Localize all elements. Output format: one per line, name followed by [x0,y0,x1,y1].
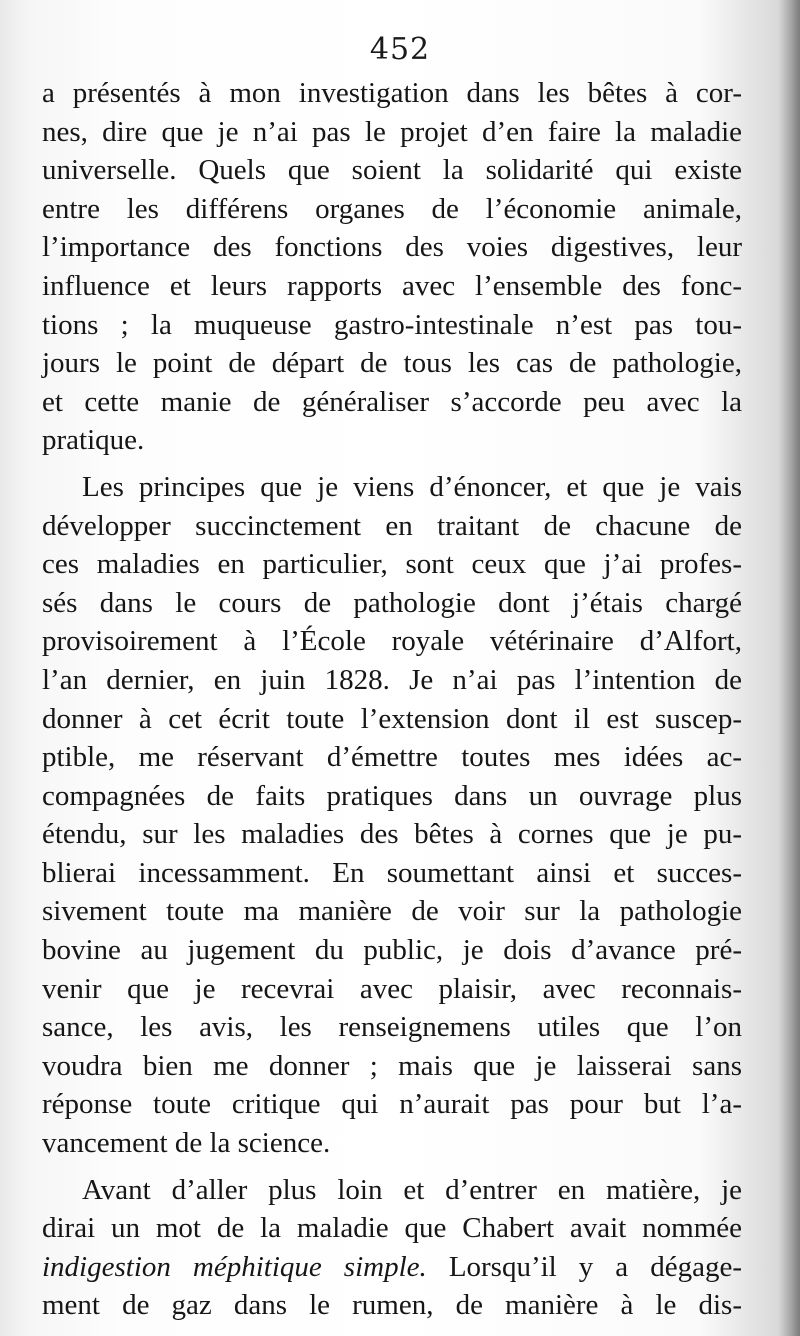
text-line: entre les différens organes de l’économie animale, [42,192,742,225]
text-line: jours le point de départ de tous les cas de pathologie, [42,347,742,380]
text-line: sance, les avis, les renseignemens utiles que l’on [42,1011,742,1044]
text-line: a présentés à mon investigation dans les bêtes à cor- [42,77,742,109]
text-line: donner à cet écrit toute l’extension dont il est suscep- [42,702,742,735]
text-line: Les principes que je viens d’énoncer, et que je vais [82,470,742,503]
text-line: pratique. [42,424,145,457]
text-line-mixed [42,1248,742,1287]
text-line: compagnées de faits pratiques dans un ouvrage plus [42,779,742,812]
text-line: tions ; la muqueuse gastro-intestinale n’est pas tou- [42,308,742,341]
text-line: développer succinctement en traitant de chacune de [42,509,742,542]
text-line: ptible, me réservant d’émettre toutes mes idées ac- [42,741,742,774]
text-line: venir que je recevrai avec plaisir, avec reconnais- [42,972,742,1005]
text-line: blierai incessamment. En soumettant ainsi et succes- [42,856,742,889]
text-line: Avant d’aller plus loin et d’entrer en matière, je [82,1173,742,1206]
text-line: ment de gaz dans le rumen, de manière à le dis- [42,1289,742,1322]
paragraph-gap [42,1163,742,1171]
text-run: Lorsqu’il y a dégage- [426,1250,742,1283]
text-line: voudra bien me donner ; mais que je laisserai sans [42,1049,742,1082]
text-line: l’an dernier, en juin 1828. Je n’ai pas l’intention de [42,663,742,696]
italic-term: indigestion méphitique simple. [42,1250,427,1283]
text-line: vancement de la science. [42,1127,331,1160]
text-line: réponse toute critique qui n’aurait pas pour but l’a- [42,1088,742,1121]
text-line: nes, dire que je n’ai pas le projet d’en faire la maladie [42,115,742,148]
text-line: bovine au jugement du public, je dois d’avance pré- [42,934,742,967]
paragraph-gap [42,460,742,468]
page-edge-shadow [778,0,800,1336]
page-number: 452 [369,32,431,67]
text-line: universelle. Quels que soient la solidarité qui existe [42,154,742,187]
text-line: provisoirement à l’École royale vétérinaire d’Alfort, [42,625,742,658]
text-line: et cette manie de généraliser s’accorde peu avec la [42,385,742,418]
text-line: influence et leurs rapports avec l’ensemble des fonc- [42,269,742,302]
text-line: sivement toute ma manière de voir sur la pathologie [42,895,742,928]
body-text [42,74,742,1325]
text-line: étendu, sur les maladies des bêtes à cornes que je pu- [42,818,742,851]
text-line: ces maladies en particulier, sont ceux que j’ai profes- [42,548,742,581]
text-line: dirai un mot de la maladie que Chabert avait nommée [42,1212,742,1245]
text-line: l’importance des fonctions des voies digestives, leur [42,231,742,264]
text-line: sés dans le cours de pathologie dont j’étais chargé [42,586,742,619]
